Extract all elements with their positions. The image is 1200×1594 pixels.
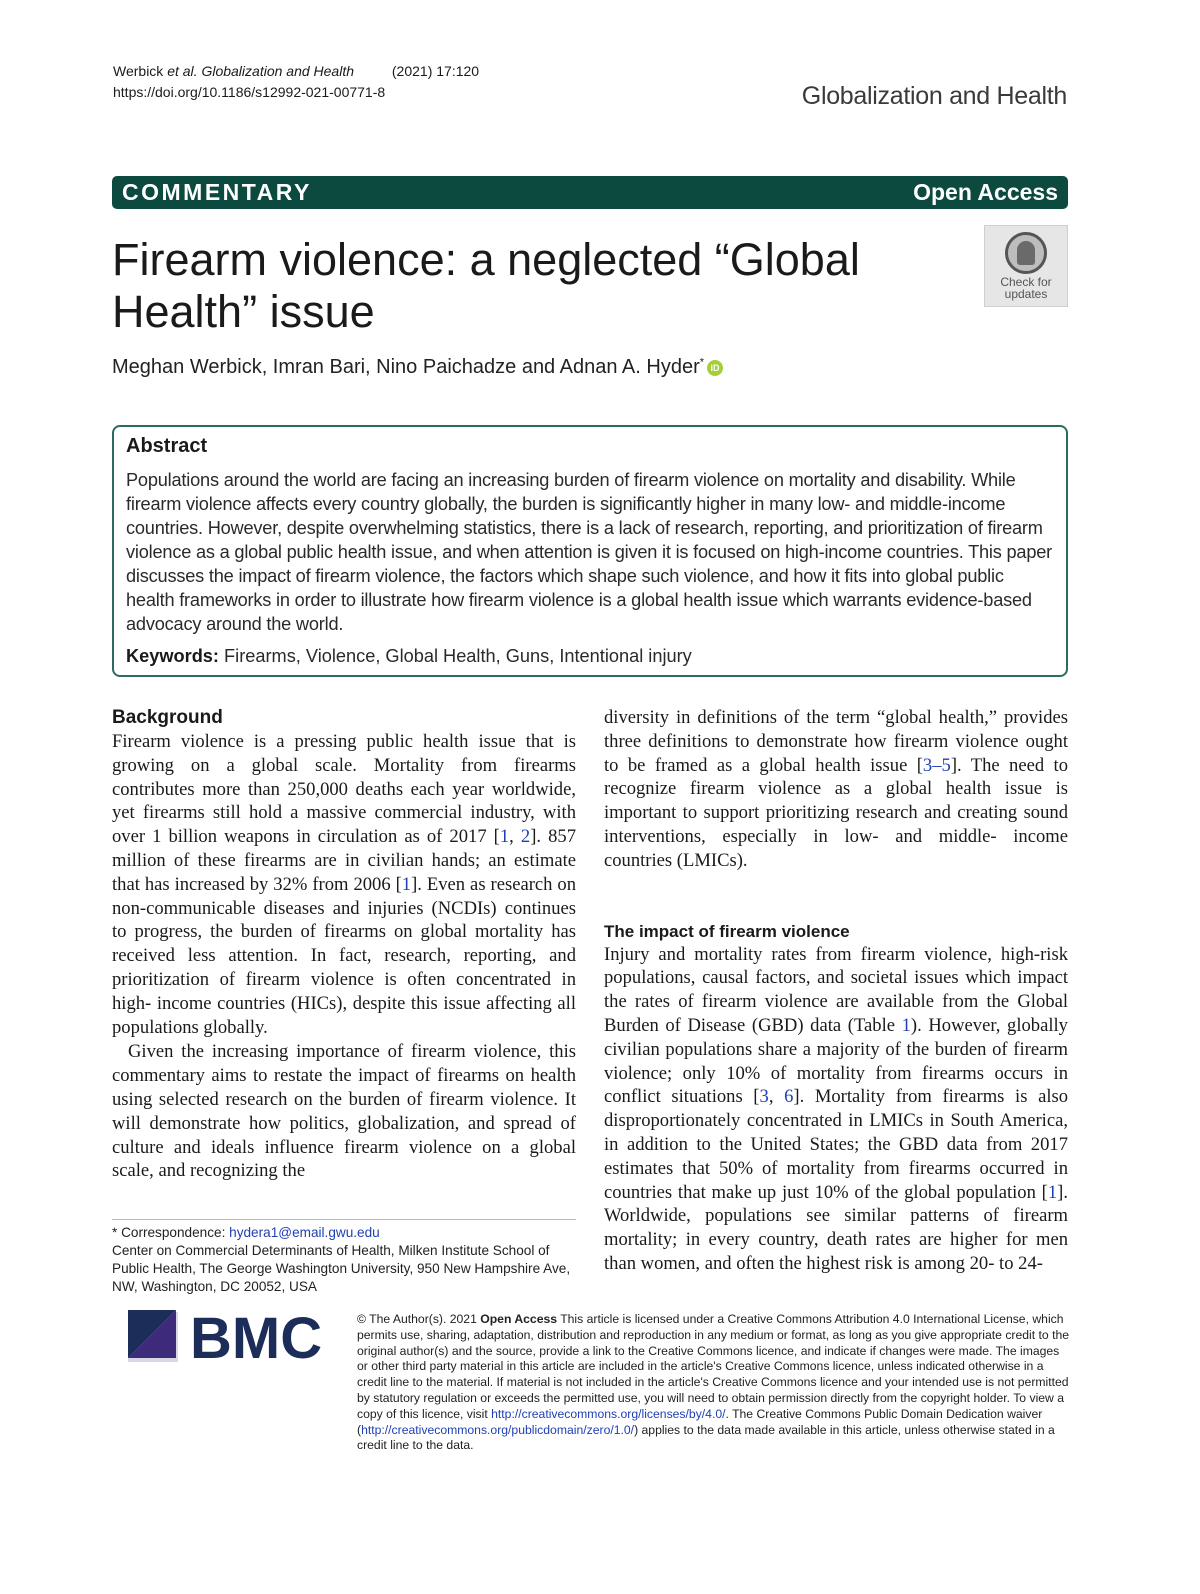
section-heading-background: Background: [112, 707, 223, 728]
cc-by-link[interactable]: http://creativecommons.org/licenses/by/4.0/: [491, 1406, 726, 1421]
p1-text-a: Firearm violence is a pressing public health issue that is growing on a global scale. Mortality from firearms contributes more than 250,000 deaths each year worldwide, yet firearms still hold a massive commercial industry, with over 1 billion weapons in circulation as of 2017 [: [112, 731, 576, 848]
keywords-label: Keywords:: [126, 646, 219, 666]
citation-link[interactable]: 1: [499, 826, 510, 848]
body-column-right: [604, 706, 1068, 1276]
abstract-box: [112, 425, 1068, 677]
running-et-al: et al.: [167, 63, 198, 79]
impact-text-a: Injury and mortality rates from firearm violence, high-risk populations, causal factors, and societal issues which impact the rates of firearm violence are available from the Global Burden of Disease (GBD) data (Table: [604, 943, 1068, 1036]
impact-text-d: ]. Worldwide, populations see similar patterns of firearm mortality; in every country, death rates are higher for men than women, and often the highest risk is among 20- to 24-: [604, 1181, 1068, 1274]
running-header: [113, 63, 479, 79]
abstract-text: Populations around the world are facing an increasing burden of firearm violence on mortality and disability. While firearm violence affects every country globally, the burden is significantly higher in many low- and middle-income countries. However, despite overwhelming statistics, there is a lack of research, reporting, and prioritization of firearm violence as a global public health issue, and when attention is given it is focused on high-income countries. This paper discusses the impact of firearm violence, the factors which shape such violence, and how it fits into global public health frameworks in order to illustrate how firearm violence is a global health issue which warrants evidence-based advocacy around the world.: [126, 470, 1053, 634]
footnote-divider: [112, 1219, 576, 1220]
title-line-2: Health” issue: [112, 286, 375, 337]
citation-link[interactable]: 1: [401, 873, 412, 895]
impact-paragraph: [604, 943, 1068, 1276]
journal-name: Globalization and Health: [801, 82, 1067, 110]
license-text-b: This article is licensed under a Creative Commons Attribution 4.0 International License, which permits use, sharing, adaptation, distribution and reproduction in any medium or format, as long as you give appropriate credit to the original author(s) and the source, provide a link to the Creative Commons licence, and indicate if changes were made. The images or other third party material in this article are included in the article's Creative Commons licence, unless indicated otherwise in a credit line to the material. If material is not included in the article's Creative Commons licence and your intended use is not permitted by statutory regulation or exceeds the permitted use, you will need to obtain permission directly from the copyright holder. To view a copy of this licence, visit: [357, 1312, 1070, 1421]
check-for-updates-button[interactable]: [984, 225, 1068, 307]
citation-link[interactable]: 6: [784, 1086, 794, 1108]
corresponding-marker: *: [699, 356, 705, 369]
cc-zero-link[interactable]: http://creativecommons.org/publicdomain/zero/1.0/: [361, 1422, 635, 1437]
license-statement: [357, 1312, 1069, 1454]
license-text-d: ) applies to the data made available in this article, unless otherwise stated in a credit line to the data.: [357, 1422, 1055, 1453]
background-paragraph-3: [604, 706, 1068, 873]
license-text-c: . The Creative Commons Public Domain Dedication waiver (: [357, 1406, 1043, 1437]
impact-text-c: ]. Mortality from firearms is also disproportionately concentrated in LMICs in South America, in addition to the United States; the GBD data from 2017 estimates that 50% of mortality from firearms occurred in countries that make up just 10% of the global population [: [604, 1086, 1069, 1203]
correspondence-label: * Correspondence:: [112, 1225, 226, 1240]
abstract-heading: Abstract: [126, 435, 208, 457]
keywords-list: Firearms, Violence, Global Health, Guns, Intentional injury: [224, 646, 692, 666]
article-type: COMMENTARY: [122, 179, 312, 205]
citation-link[interactable]: 1: [1047, 1181, 1058, 1203]
correspondence-address: Center on Commercial Determinants of Health, Milken Institute School of Public Health, The George Washington University, 950 New Hampshire Ave, NW, Washington, DC 20052, USA: [112, 1243, 571, 1294]
doi-link[interactable]: https://doi.org/10.1186/s12992-021-00771-8: [113, 84, 386, 100]
bmc-logo-icon: [128, 1306, 333, 1364]
running-year-volume: (2021) 17:120: [391, 63, 480, 79]
citation-link[interactable]: 5: [941, 754, 951, 776]
author-names: Meghan Werbick, Imran Bari, Nino Paichadze and Adnan A. Hyder: [112, 356, 700, 378]
section-heading-impact: The impact of firearm violence: [604, 921, 850, 941]
correspondence-footnote: [112, 1224, 582, 1296]
license-open-access: Open Access: [480, 1312, 558, 1326]
title-line-1: Firearm violence: a neglected “Global: [112, 234, 860, 285]
table-link[interactable]: 1: [901, 1014, 911, 1036]
background-paragraph-1: [112, 730, 576, 1039]
article-title: [112, 234, 932, 338]
article-type-banner: [112, 176, 1068, 209]
running-authors: Werbick: [113, 63, 164, 79]
check-updates-line-1: Check for: [1000, 275, 1052, 289]
background-paragraph-2: Given the increasing importance of firearm violence, this commentary aims to restate the impact of firearms on health using selected research on the burden of firearm violence. It will demonstrate how politics, globalization, and spread of culture and ideals influence firearm violence on a global scale, and recognizing the: [112, 1041, 576, 1182]
author-list: [112, 356, 723, 379]
keywords: [126, 644, 1054, 668]
correspondence-line: [112, 1224, 582, 1242]
body-column-left: [112, 706, 576, 1183]
running-journal: Globalization and Health: [201, 63, 354, 79]
p3-text-b: ]. The need to recognize firearm violence as a global health issue is important to support prioritizing research and creating sound interventions, especially in low- and middle- income countries (LMICs).: [604, 754, 1068, 871]
correspondence-email-link[interactable]: hydera1@email.gwu.edu: [229, 1225, 380, 1240]
p1-sep: ,: [509, 826, 521, 848]
impact-sep: ,: [768, 1086, 785, 1108]
open-access-label: Open Access: [913, 179, 1058, 205]
citation-link[interactable]: 2: [520, 826, 531, 848]
citation-link[interactable]: 3: [922, 754, 933, 776]
bmc-logo-text: BMC: [190, 1306, 323, 1364]
citation-dash: –: [932, 754, 942, 776]
p3-text-a: diversity in definitions of the term “global health,” provides three definitions to demonstrate how firearm violence ought to be framed as a global health issue [: [604, 707, 1068, 776]
crossmark-icon: [1005, 232, 1047, 274]
check-updates-line-2: updates: [1004, 287, 1048, 301]
impact-text-b: ). However, globally civilian populations share a majority of the burden of firearm violence; only 10% of mortality from firearms occurs in conflict situations [: [604, 1014, 1068, 1108]
citation-link[interactable]: 3: [759, 1086, 769, 1108]
p1-text-b: ]. 857 million of these firearms are in civilian hands; an estimate that has increased by 32% from 2006 [: [112, 826, 576, 895]
orcid-icon[interactable]: iD: [707, 360, 723, 376]
license-text-a: © The Author(s). 2021: [357, 1312, 481, 1326]
p1-text-c: ]. Even as research on non-communicable diseases and injuries (NCDIs) continues to progress, the burden of firearms on global mortality has received less attention. In fact, research, reporting, and prioritization of firearm violence is often concentrated in high- income countries (HICs), despite this issue affecting all populations globally.: [112, 873, 576, 1038]
